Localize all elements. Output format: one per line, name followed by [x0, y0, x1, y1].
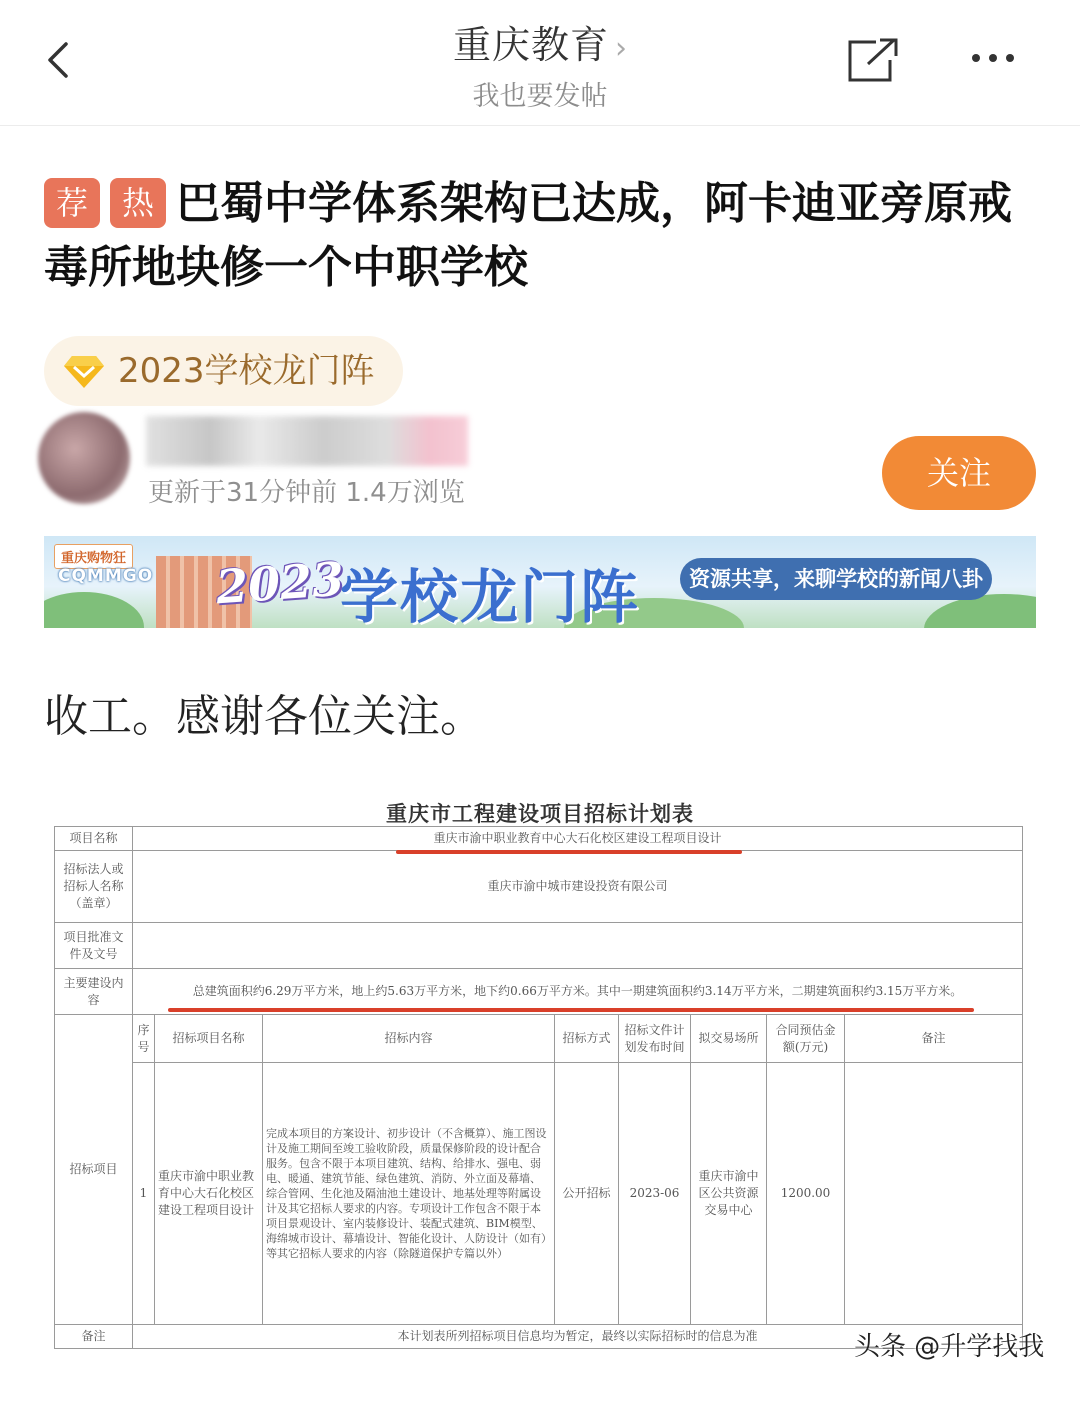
post-new-link[interactable]: 我也要发帖: [472, 81, 608, 112]
banner-year: 2023: [214, 551, 346, 615]
post-body-text: 收工。感谢各位关注。: [44, 691, 484, 742]
approval-value: [133, 923, 1023, 969]
forum-title-link[interactable]: [0, 14, 1080, 69]
follow-button[interactable]: 关注: [882, 436, 1036, 510]
top-nav-bar: [0, 0, 1080, 126]
red-underline-content: [168, 1008, 974, 1012]
cell-no: 1: [133, 1063, 155, 1325]
banner-slogan: 资源共享，来聊学校的新闻八卦: [680, 558, 992, 600]
label-main-content: 主要建设内容: [55, 969, 133, 1015]
bid-plan-table: [54, 826, 1023, 1349]
author-name-blurred[interactable]: [146, 416, 468, 466]
column-header: 招标方式: [555, 1015, 619, 1063]
avatar[interactable]: [38, 412, 130, 504]
forum-name: 重庆教育: [452, 23, 609, 67]
column-header: 序号: [133, 1015, 155, 1063]
main-content: 总建筑面积约6.29万平方米，地上约5.63万平方米，地下约0.66万平方米。其中一期建筑面积约3.14万平方米，二期建筑面积约3.15万平方米。: [133, 969, 1023, 1015]
table-header-row: [55, 1015, 1023, 1063]
column-header: 备注: [845, 1015, 1023, 1063]
banner-logo-cn: 重庆购物狂: [54, 544, 133, 569]
table-row: [55, 1063, 1023, 1325]
label-remarks: 备注: [55, 1325, 133, 1349]
cell-remark: [845, 1063, 1023, 1325]
column-header: 拟交易场所: [691, 1015, 767, 1063]
circle-chip[interactable]: [44, 336, 403, 406]
table-row: [55, 851, 1023, 923]
label-bid-items: 招标项目: [55, 1015, 133, 1325]
banner-title: 学校龙门阵: [340, 563, 641, 628]
banner-tree: [44, 592, 144, 628]
tag-hot: 热: [110, 178, 166, 228]
red-underline-project: [396, 850, 742, 854]
tag-recommended: 荐: [44, 178, 100, 228]
cell-date: 2023-06: [619, 1063, 691, 1325]
circle-banner[interactable]: [44, 536, 1036, 628]
banner-logo-en: CQMMGO: [58, 566, 154, 586]
diamond-icon: [64, 354, 104, 390]
column-header: 合同预估金额(万元): [767, 1015, 845, 1063]
document-title: 重庆市工程建设项目招标计划表: [386, 801, 694, 826]
label-project-name: 项目名称: [55, 827, 133, 851]
label-tenderer: 招标法人或招标人名称（盖章）: [55, 851, 133, 923]
post-image-document[interactable]: [40, 790, 1040, 1370]
footnote: 本计划表所列招标项目信息均为暂定，最终以实际招标时的信息为准: [133, 1325, 1023, 1349]
table-row: [55, 923, 1023, 969]
share-icon[interactable]: [846, 38, 900, 84]
cell-amount: 1200.00: [767, 1063, 845, 1325]
column-header: 招标文件计划发布时间: [619, 1015, 691, 1063]
post-meta: 更新于31分钟前 1.4万浏览: [148, 478, 465, 508]
circle-chip-label: 2023学校龙门阵: [118, 351, 375, 391]
project-name: 重庆市渝中职业教育中心大石化校区建设工程项目设计: [133, 827, 1023, 851]
cell-name: 重庆市渝中职业教育中心大石化校区建设工程项目设计: [155, 1063, 263, 1325]
table-row: [55, 827, 1023, 851]
post-title: [44, 172, 1034, 300]
cell-method: 公开招标: [555, 1063, 619, 1325]
cell-venue: 重庆市渝中区公共资源交易中心: [691, 1063, 767, 1325]
more-dots-icon[interactable]: [968, 48, 1018, 68]
column-header: 招标项目名称: [155, 1015, 263, 1063]
column-header: 招标内容: [263, 1015, 555, 1063]
post-title-text: 巴蜀中学体系架构已达成，阿卡迪亚旁原戒毒所地块修一个中职学校: [44, 178, 1012, 293]
tenderer: 重庆市渝中城市建设投资有限公司: [133, 851, 1023, 923]
cell-content: 完成本项目的方案设计、初步设计（不含概算）、施工图设计及施工期间至竣工验收阶段，质量保修阶段的设计配合服务。包含不限于本项目建筑、结构、给排水、强电、弱电、暖通、建筑节能、绿色建筑、消防、外立面及幕墙、综合管网、生化池及隔油池土建设计、地基处理等附属设计及其它招标人要求的内容。专项设计工作包含不限于本项目景观设计、室内装修设计、装配式建筑、BIM模型、海绵城市设计、幕墙设计、智能化设计、人防设计（如有）等其它招标人要求的内容（除隧道保护专篇以外）: [263, 1063, 555, 1325]
source-watermark: 头条 @升学找我: [854, 1332, 1045, 1362]
label-approval: 项目批准文件及文号: [55, 923, 133, 969]
chevron-right-icon: ›: [615, 31, 627, 66]
